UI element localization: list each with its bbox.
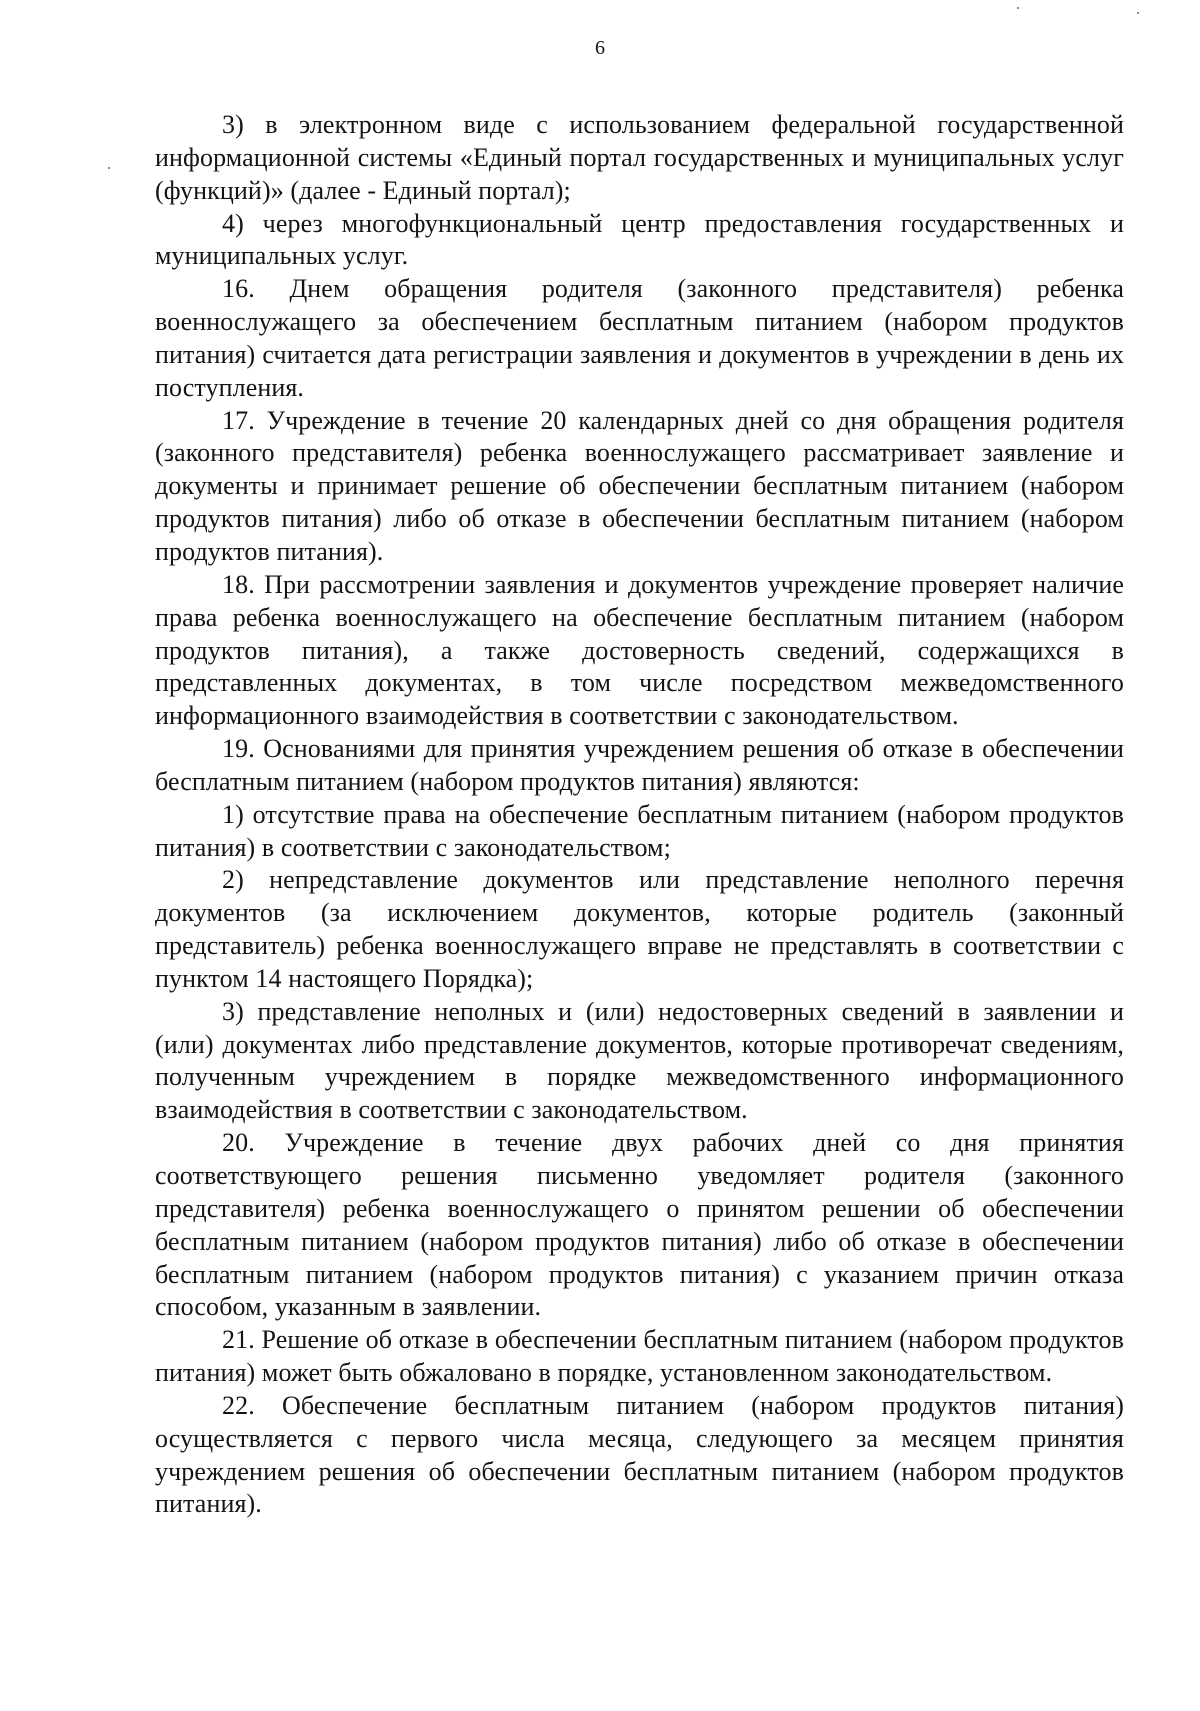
paragraph-19-item-2: 2) непредставление документов или представление неполного перечня документов (за исключением документов, которые родитель (законный представитель) ребенка военнослужащего вправе не представлять в соответствии с пунктом 14 настоящего Порядка); xyxy=(155,865,1124,993)
paragraph-17: 17. Учреждение в течение 20 календарных дней со дня обращения родителя (законного представителя) ребенка военнослужащего рассматривает заявление и документы и принимает решение об обеспечении бесплатным питанием (набором продуктов питания) либо об отказе в обеспечении бесплатным питанием (набором продуктов питания). xyxy=(155,405,1124,566)
paragraph-19-item-1: 1) отсутствие права на обеспечение бесплатным питанием (набором продуктов питания) в соответствии с законодательством; xyxy=(155,799,1124,862)
paragraph-18: 18. При рассмотрении заявления и документов учреждение проверяет наличие права ребенка военнослужащего на обеспечение бесплатным питанием (набором продуктов питания), а также достоверность сведений, содержащихся в представленных документах, в том числе посредством межведомственного информационного взаимодействия в соответствии с законодательством. xyxy=(155,569,1124,731)
paragraph-20: 20. Учреждение в течение двух рабочих дней со дня принятия соответствующего решения письменно уведомляет родителя (законного представителя) ребенка военнослужащего о принятом решении об обеспечении бесплатным питанием (набором продуктов питания) либо об отказе в обеспечении бесплатным питанием (набором продуктов питания) с указанием причин отказа способом, указанным в заявлении. xyxy=(155,1128,1124,1322)
paragraph-item-3-electronic: 3) в электронном виде с использованием федеральной государственной информационной системы «Единый портал государственных и муниципальных услуг (функций)» (далее - Единый портал); xyxy=(155,110,1124,205)
page-number: 6 xyxy=(595,37,605,59)
paragraph-16: 16. Днем обращения родителя (законного представителя) ребенка военнослужащего за обеспечением бесплатным питанием (набором продуктов питания) считается дата регистрации заявления и документов в учреждении в день их поступления. xyxy=(155,274,1124,402)
scan-artifact xyxy=(1017,7,1019,9)
paragraph-item-4-mfc: 4) через многофункциональный центр предоставления государственных и муниципальных услуг. xyxy=(155,208,1124,271)
paragraph-22: 22. Обеспечение бесплатным питанием (набором продуктов питания) осуществляется с первого числа месяца, следующего за месяцем принятия учреждением решения об обеспечении бесплатным питанием (набором продуктов питания). xyxy=(155,1390,1124,1519)
scan-artifact xyxy=(108,167,110,169)
paragraph-19: 19. Основаниями для принятия учреждением решения об отказе в обеспечении бесплатным питанием (набором продуктов питания) являются: xyxy=(155,734,1124,796)
paragraph-19-item-3: 3) представление неполных и (или) недостоверных сведений в заявлении и (или) документах либо представление документов, которые противоречат сведениям, полученным учреждением в порядке межведомственного информационного взаимодействия в соответствии с законодательством. xyxy=(155,996,1124,1125)
document-body xyxy=(155,109,1124,1521)
paragraph-21: 21. Решение об отказе в обеспечении бесплатным питанием (набором продуктов питания) может быть обжаловано в порядке, установленном законодательством. xyxy=(155,1325,1124,1388)
scan-artifact xyxy=(1137,12,1139,14)
